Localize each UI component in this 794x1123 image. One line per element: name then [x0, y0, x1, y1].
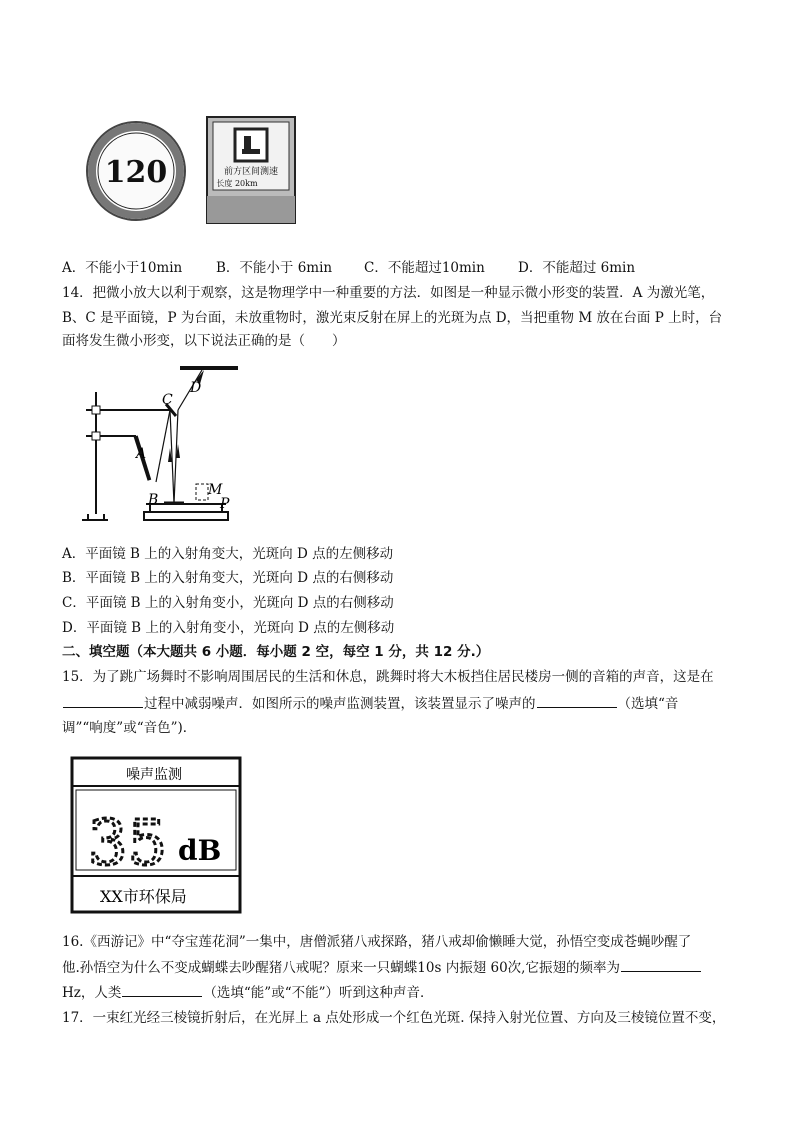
q13-option-a: A．不能小于10min — [62, 260, 183, 276]
label-c: C — [162, 392, 173, 408]
q15-line-1: 15．为了跳广场舞时不影响周围居民的生活和休息，跳舞时将大木板挡住居民楼房一侧的音箱的声音，这是在 — [62, 669, 714, 685]
q13-option-b: B．不能小于 6min — [216, 260, 333, 276]
q14-option-b: B．平面镜 B 上的入射角变大，光斑向 D 点的右侧移动 — [62, 570, 394, 586]
label-a: A — [136, 446, 147, 462]
label-m: M — [208, 482, 223, 498]
q17-line-1: 17．一束红光经三棱镜折射后，在光屏上 a 点处形成一个红色光斑. 保持入射光位置、方向及三棱镜位置不变， — [62, 1010, 726, 1026]
q14-stem-1: 14．把微小放大以利于观察，这是物理学中一种重要的方法．如图是一种显示微小形变的装置．A 为激光笔， — [62, 285, 715, 301]
q13-option-c: C．不能超过10min — [364, 260, 485, 276]
section-title: 二、填空题（本大题共 6 小题．每小题 2 空，每空 1 分，共 12 分.） — [62, 644, 490, 660]
q13-options — [62, 258, 635, 278]
noise-monitor — [70, 756, 242, 914]
q16-line-1: 16.《西游记》中“夺宝莲花洞”一集中，唐僧派猪八戒探路，猪八戒却偷懒睡大觉，孙悟空变成苍蝇吵醒了 — [62, 934, 692, 950]
q16-line-3-text: Hz，人类 — [62, 985, 122, 1001]
monitor-unit: dB — [178, 834, 222, 867]
q13-option-d: D．不能超过 6min — [518, 260, 636, 276]
q15-line-2-text: 过程中减弱噪声．如图所示的噪声监测装置，该装置显示了噪声的 — [144, 696, 536, 712]
q15-line-2-tail: （选填“音 — [617, 696, 679, 712]
q14-stem-2: B、C 是平面镜，P 为台面，未放重物时，激光束反射在屏上的光斑为点 D，当把重物 M 放在台面 P 上时，台 — [62, 310, 723, 326]
monitor-value: 35 — [88, 806, 167, 879]
q15-line-2 — [62, 693, 678, 714]
label-b: B — [148, 492, 159, 508]
q16-blank-1[interactable] — [621, 957, 701, 972]
q16-line-3 — [62, 982, 434, 1003]
q14-option-d: D．平面镜 B 上的入射角变小，光斑向 D 点的左侧移动 — [62, 620, 395, 636]
label-p: P — [220, 496, 230, 512]
label-d: D — [190, 380, 202, 396]
q15-line-3: 调”“响度”或“音色”)． — [62, 720, 197, 736]
q14-option-c: C．平面镜 B 上的入射角变小，光斑向 D 点的右侧移动 — [62, 595, 394, 611]
interval-sign-text-1: 前方区间测速 — [223, 167, 279, 177]
monitor-footer: XX市环保局 — [100, 887, 187, 906]
q16-line-3-tail: （选填“能”或“不能”）听到这种声音． — [203, 985, 434, 1001]
q14-stem-3: 面将发生微小形变，以下说法正确的是（ ） — [62, 333, 346, 349]
q15-blank-2[interactable] — [537, 693, 617, 708]
q16-line-2-text: 他.孙悟空为什么不变成蝴蝶去吵醒猪八戒呢？原来一只蝴蝶10s 内振翅 60次,它振翅的频率为 — [62, 960, 620, 976]
speed-limit-sign — [84, 118, 188, 224]
laser-deformation-apparatus — [78, 362, 238, 528]
q14-option-a: A．平面镜 B 上的入射角变大，光斑向 D 点的左侧移动 — [62, 546, 394, 562]
speed-limit-value: 120 — [104, 155, 168, 190]
q16-line-2 — [62, 957, 702, 978]
q16-blank-2[interactable] — [122, 982, 202, 997]
interval-sign-text-2: 长度 20km — [216, 179, 258, 188]
interval-speed-sign — [206, 116, 296, 224]
monitor-title: 噪声监测 — [126, 767, 182, 783]
q15-blank-1[interactable] — [63, 693, 143, 708]
